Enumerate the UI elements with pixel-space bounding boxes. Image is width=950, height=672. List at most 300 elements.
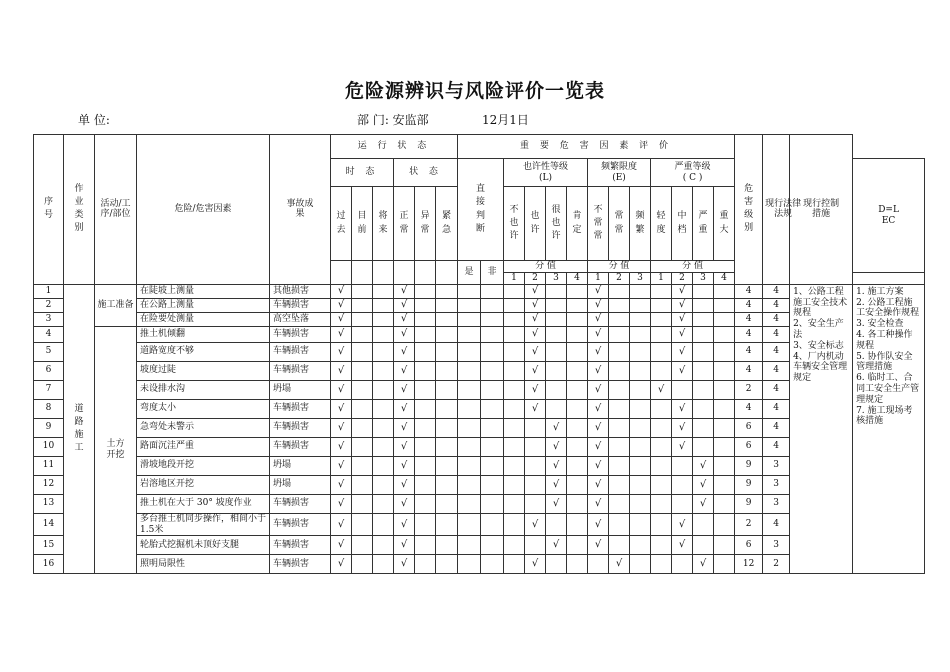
check-cell [373, 399, 394, 418]
check-cell [481, 361, 504, 380]
check-cell [588, 456, 609, 475]
row-seq: 5 [34, 342, 64, 361]
check-cell [714, 298, 735, 312]
header-E-1: 常常 [609, 187, 630, 261]
check-cell [394, 380, 415, 399]
header-E-0: 不常常 [588, 187, 609, 261]
check-cell [546, 536, 567, 555]
check-cell [331, 513, 352, 536]
header-consequence: 事故成果 [270, 135, 331, 285]
row-hazard: 照明局限性 [137, 555, 270, 574]
check-cell [525, 326, 546, 342]
check-cell [415, 399, 436, 418]
header-C-1: 中档 [672, 187, 693, 261]
check-mark-icon: √ [531, 402, 539, 414]
check-cell [588, 418, 609, 437]
check-cell [458, 380, 481, 399]
check-cell [481, 298, 504, 312]
check-cell [436, 298, 458, 312]
check-cell [714, 399, 735, 418]
row-d-value: 4 [735, 298, 763, 312]
check-cell [331, 399, 352, 418]
check-cell [630, 361, 651, 380]
check-cell [458, 399, 481, 418]
header-C-3: 重大 [714, 187, 735, 261]
check-cell [609, 298, 630, 312]
check-mark-icon: √ [400, 383, 408, 395]
check-cell [481, 284, 504, 298]
row-consequence: 坍塌 [270, 456, 331, 475]
check-mark-icon: √ [531, 313, 539, 325]
check-cell [436, 284, 458, 298]
row-seq: 8 [34, 399, 64, 418]
check-cell [394, 284, 415, 298]
check-cell [394, 555, 415, 574]
check-cell [525, 298, 546, 312]
check-cell [415, 456, 436, 475]
header-d-lec-spacer [853, 273, 925, 285]
check-cell [458, 536, 481, 555]
control-cell: 1. 施工方案 2. 公路工程施工安全操作规程 3. 安全检查 4. 各工种操作规程 5. 协作队安全管理措施 6. 临时工、合同工安全生产管理规定 7. 施工现场考核措施 [853, 284, 925, 574]
check-cell [525, 380, 546, 399]
check-cell [458, 456, 481, 475]
row-d-value: 6 [735, 418, 763, 437]
check-mark-icon: √ [531, 345, 539, 357]
header-L-3: 肯定 [567, 187, 588, 261]
header-L-num: 3 [546, 273, 567, 285]
check-cell [373, 312, 394, 326]
check-cell [609, 536, 630, 555]
check-cell [481, 437, 504, 456]
check-cell [394, 342, 415, 361]
check-cell [714, 312, 735, 326]
check-cell [672, 418, 693, 437]
check-cell [693, 418, 714, 437]
check-cell [415, 513, 436, 536]
check-cell [436, 456, 458, 475]
check-cell [436, 312, 458, 326]
check-cell [693, 399, 714, 418]
row-level: 4 [763, 513, 790, 536]
check-cell [331, 312, 352, 326]
check-cell [714, 555, 735, 574]
check-cell [546, 494, 567, 513]
check-cell [609, 326, 630, 342]
header-E: 频繁限度 (E) [588, 159, 651, 187]
check-cell [651, 456, 672, 475]
date-label: 12月1日 [482, 113, 529, 127]
check-cell [481, 326, 504, 342]
row-seq: 1 [34, 284, 64, 298]
row-d-value: 9 [735, 456, 763, 475]
header-law: 现行法律法规 [763, 135, 790, 285]
check-cell [567, 284, 588, 298]
check-cell [630, 298, 651, 312]
check-cell [651, 342, 672, 361]
check-cell [714, 326, 735, 342]
check-mark-icon: √ [337, 402, 345, 414]
check-cell [672, 284, 693, 298]
check-cell [331, 555, 352, 574]
header-seq: 序号 [34, 135, 64, 285]
check-cell [458, 418, 481, 437]
check-cell [588, 298, 609, 312]
row-consequence: 其他损害 [270, 284, 331, 298]
check-cell [546, 399, 567, 418]
check-cell [394, 475, 415, 494]
check-mark-icon: √ [594, 518, 602, 530]
check-cell [651, 437, 672, 456]
row-seq: 6 [34, 361, 64, 380]
check-mark-icon: √ [337, 285, 345, 297]
check-cell [693, 494, 714, 513]
check-cell [672, 536, 693, 555]
row-hazard: 岩溶地区开挖 [137, 475, 270, 494]
check-cell [567, 555, 588, 574]
row-consequence: 车辆损害 [270, 555, 331, 574]
check-mark-icon: √ [699, 558, 707, 570]
row-level: 4 [763, 298, 790, 312]
check-cell [373, 361, 394, 380]
header-E-num: 1 [588, 273, 609, 285]
check-cell [714, 361, 735, 380]
check-cell [352, 361, 373, 380]
check-mark-icon: √ [678, 440, 686, 452]
check-mark-icon: √ [531, 328, 539, 340]
check-cell [352, 380, 373, 399]
header-C-num: 2 [672, 273, 693, 285]
check-cell [693, 536, 714, 555]
check-cell [609, 380, 630, 399]
check-cell [436, 342, 458, 361]
check-cell [373, 437, 394, 456]
row-seq: 16 [34, 555, 64, 574]
check-cell [394, 312, 415, 326]
check-cell [609, 555, 630, 574]
check-mark-icon: √ [400, 459, 408, 471]
check-cell [373, 494, 394, 513]
check-cell [672, 298, 693, 312]
check-mark-icon: √ [400, 440, 408, 452]
check-cell [504, 342, 525, 361]
check-cell [352, 555, 373, 574]
header-L: 也许性等级 (L) [504, 159, 588, 187]
page-title: 危险源辨识与风险评价一览表 [344, 80, 605, 102]
check-cell [630, 380, 651, 399]
check-cell [630, 475, 651, 494]
check-cell [415, 536, 436, 555]
check-mark-icon: √ [594, 313, 602, 325]
header-C-num: 4 [714, 273, 735, 285]
check-cell [352, 399, 373, 418]
check-cell [373, 342, 394, 361]
check-cell [394, 298, 415, 312]
check-cell [415, 326, 436, 342]
header-status-0: 正常 [394, 187, 415, 261]
header-L-2: 很也许 [546, 187, 567, 261]
group-category: 道路施工 [64, 284, 95, 574]
check-cell [609, 342, 630, 361]
check-cell [609, 513, 630, 536]
check-cell [394, 513, 415, 536]
check-cell [693, 456, 714, 475]
check-mark-icon: √ [531, 518, 539, 530]
check-cell [546, 342, 567, 361]
check-cell [693, 513, 714, 536]
check-cell [415, 380, 436, 399]
check-cell [504, 475, 525, 494]
row-hazard: 在险要处测量 [137, 312, 270, 326]
header-time-2: 将来 [373, 187, 394, 261]
check-cell [588, 513, 609, 536]
header-time-0: 过去 [331, 187, 352, 261]
check-cell [394, 326, 415, 342]
check-mark-icon: √ [400, 328, 408, 340]
check-mark-icon: √ [678, 285, 686, 297]
check-mark-icon: √ [678, 328, 686, 340]
header-C: 严重等级 ( C ) [651, 159, 735, 187]
header-direct-yes: 是 [458, 261, 481, 285]
check-cell [609, 456, 630, 475]
row-d-value: 4 [735, 326, 763, 342]
row-d-value: 4 [735, 361, 763, 380]
check-cell [672, 456, 693, 475]
check-mark-icon: √ [594, 299, 602, 311]
row-level: 4 [763, 326, 790, 342]
row-consequence: 车辆损害 [270, 536, 331, 555]
check-cell [567, 418, 588, 437]
check-mark-icon: √ [594, 539, 602, 551]
check-cell [415, 284, 436, 298]
check-cell [525, 361, 546, 380]
check-cell [415, 418, 436, 437]
check-cell [352, 536, 373, 555]
check-cell [714, 513, 735, 536]
header-L-1: 也许 [525, 187, 546, 261]
check-cell [693, 361, 714, 380]
check-cell [546, 437, 567, 456]
row-level: 3 [763, 536, 790, 555]
check-cell [525, 475, 546, 494]
row-seq: 14 [34, 513, 64, 536]
check-cell [567, 298, 588, 312]
check-cell [651, 536, 672, 555]
check-cell [331, 494, 352, 513]
check-cell [331, 380, 352, 399]
check-cell [714, 475, 735, 494]
check-cell [415, 494, 436, 513]
check-cell [651, 494, 672, 513]
check-cell [588, 380, 609, 399]
check-cell [481, 456, 504, 475]
row-seq: 12 [34, 475, 64, 494]
check-cell [651, 312, 672, 326]
check-cell [567, 342, 588, 361]
check-cell [415, 298, 436, 312]
header-C-2: 严重 [693, 187, 714, 261]
check-cell [436, 326, 458, 342]
check-cell [630, 437, 651, 456]
row-consequence: 车辆损害 [270, 298, 331, 312]
check-cell [481, 380, 504, 399]
check-mark-icon: √ [552, 539, 560, 551]
check-cell [693, 342, 714, 361]
check-mark-icon: √ [678, 345, 686, 357]
check-cell [588, 326, 609, 342]
check-mark-icon: √ [552, 478, 560, 490]
check-cell [352, 284, 373, 298]
check-cell [331, 536, 352, 555]
row-seq: 15 [34, 536, 64, 555]
check-cell [394, 399, 415, 418]
check-cell [458, 342, 481, 361]
check-cell [458, 298, 481, 312]
check-cell [458, 513, 481, 536]
check-mark-icon: √ [400, 402, 408, 414]
row-hazard: 轮胎式挖掘机未顶好支腿 [137, 536, 270, 555]
check-cell [651, 418, 672, 437]
check-cell [504, 312, 525, 326]
check-cell [415, 312, 436, 326]
check-mark-icon: √ [400, 345, 408, 357]
check-cell [672, 342, 693, 361]
header-L-num: 2 [525, 273, 546, 285]
row-hazard: 滑坡地段开挖 [137, 456, 270, 475]
check-mark-icon: √ [615, 558, 623, 570]
check-cell [546, 312, 567, 326]
check-cell [567, 312, 588, 326]
check-cell [546, 555, 567, 574]
check-cell [525, 342, 546, 361]
check-cell [567, 326, 588, 342]
row-hazard: 推土机倾翻 [137, 326, 270, 342]
header-C-num: 1 [651, 273, 672, 285]
check-cell [672, 475, 693, 494]
check-cell [394, 437, 415, 456]
header-status-spacer-2 [436, 261, 458, 285]
check-mark-icon: √ [552, 459, 560, 471]
check-cell [630, 312, 651, 326]
header-time-spacer-1 [352, 261, 373, 285]
check-cell [525, 437, 546, 456]
check-cell [567, 475, 588, 494]
check-cell [546, 326, 567, 342]
check-cell [714, 536, 735, 555]
header-E-2: 频繁 [630, 187, 651, 261]
check-mark-icon: √ [594, 402, 602, 414]
row-level: 4 [763, 284, 790, 298]
check-cell [504, 536, 525, 555]
check-mark-icon: √ [531, 558, 539, 570]
check-mark-icon: √ [678, 421, 686, 433]
row-level: 3 [763, 456, 790, 475]
check-cell [672, 555, 693, 574]
check-cell [525, 284, 546, 298]
row-seq: 11 [34, 456, 64, 475]
check-cell [630, 342, 651, 361]
check-mark-icon: √ [594, 285, 602, 297]
check-cell [672, 399, 693, 418]
row-consequence: 车辆损害 [270, 399, 331, 418]
check-cell [504, 326, 525, 342]
check-cell [504, 494, 525, 513]
check-cell [415, 437, 436, 456]
check-cell [481, 494, 504, 513]
check-cell [331, 475, 352, 494]
check-cell [714, 418, 735, 437]
header-run-state: 运 行 状 态 [331, 135, 458, 159]
check-cell [481, 312, 504, 326]
check-mark-icon: √ [337, 440, 345, 452]
header-time-spacer-0 [331, 261, 352, 285]
check-cell [525, 555, 546, 574]
row-hazard: 路面沉洼严重 [137, 437, 270, 456]
check-cell [525, 312, 546, 326]
check-cell [693, 380, 714, 399]
header-C-num: 3 [693, 273, 714, 285]
header-eval: 重 要 危 害 因 素 评 价 [458, 135, 735, 159]
check-cell [352, 298, 373, 312]
check-mark-icon: √ [594, 383, 602, 395]
check-cell [394, 418, 415, 437]
row-consequence: 车辆损害 [270, 494, 331, 513]
check-mark-icon: √ [531, 299, 539, 311]
check-mark-icon: √ [337, 518, 345, 530]
check-cell [714, 494, 735, 513]
row-seq: 2 [34, 298, 64, 312]
header-level: 危害级别 [735, 135, 763, 285]
check-cell [394, 456, 415, 475]
check-mark-icon: √ [678, 364, 686, 376]
check-cell [373, 380, 394, 399]
check-cell [436, 361, 458, 380]
check-mark-icon: √ [400, 539, 408, 551]
check-cell [525, 513, 546, 536]
check-mark-icon: √ [400, 285, 408, 297]
check-cell [672, 513, 693, 536]
check-cell [630, 284, 651, 298]
check-cell [609, 494, 630, 513]
check-cell [651, 399, 672, 418]
row-hazard: 坡度过陡 [137, 361, 270, 380]
check-mark-icon: √ [400, 421, 408, 433]
check-cell [436, 536, 458, 555]
check-mark-icon: √ [337, 364, 345, 376]
row-seq: 10 [34, 437, 64, 456]
check-mark-icon: √ [657, 383, 665, 395]
check-cell [504, 437, 525, 456]
check-cell [672, 494, 693, 513]
header-E-num: 3 [630, 273, 651, 285]
row-seq: 9 [34, 418, 64, 437]
header-control: 现行控制措施 [790, 135, 853, 285]
check-cell [331, 361, 352, 380]
check-cell [609, 361, 630, 380]
check-mark-icon: √ [337, 383, 345, 395]
row-consequence: 高空坠落 [270, 312, 331, 326]
row-seq: 13 [34, 494, 64, 513]
check-cell [394, 494, 415, 513]
check-cell [588, 494, 609, 513]
check-cell [373, 284, 394, 298]
check-mark-icon: √ [400, 364, 408, 376]
check-cell [693, 555, 714, 574]
check-cell [567, 494, 588, 513]
check-cell [504, 298, 525, 312]
check-cell [352, 342, 373, 361]
check-mark-icon: √ [337, 497, 345, 509]
header-E-score: 分 值 [588, 261, 651, 273]
